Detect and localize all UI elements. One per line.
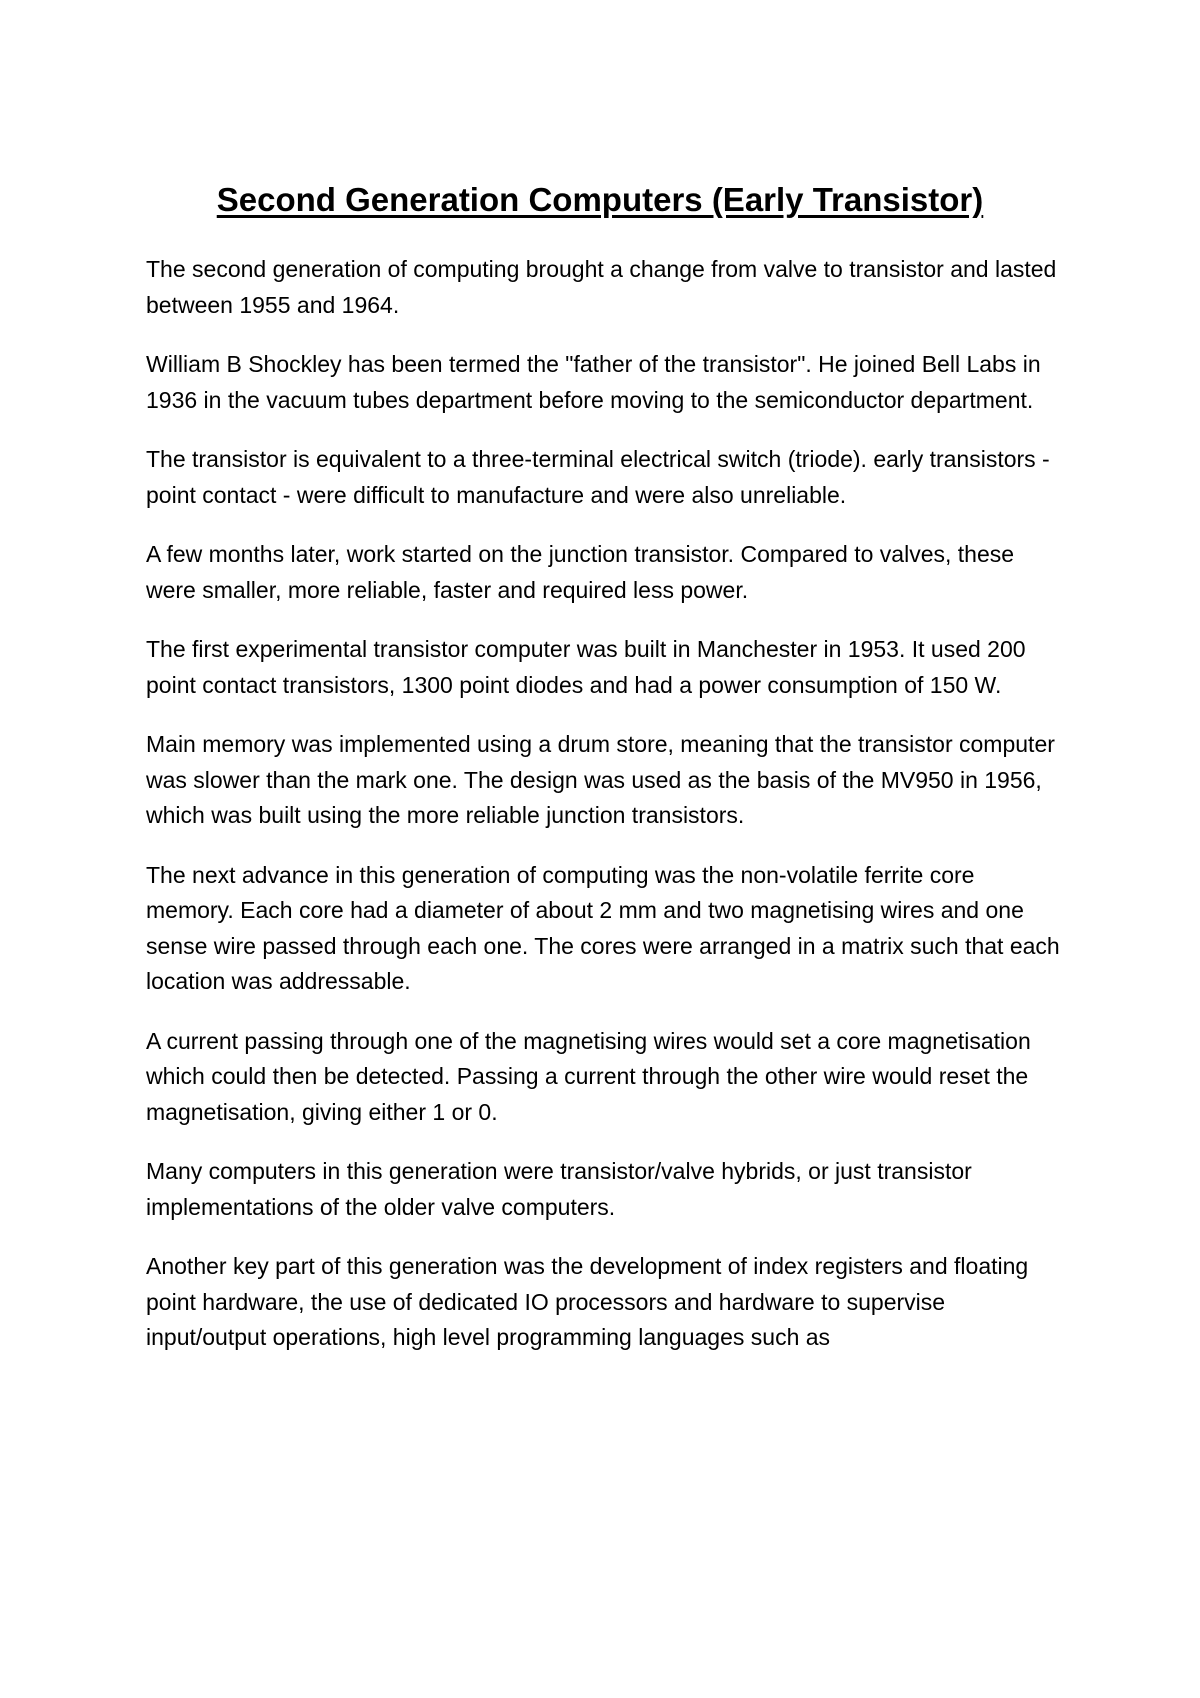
paragraph-6: Main memory was implemented using a drum store, meaning that the transistor computer was slower than the mark one. The design was used as the basis of the MV950 in 1956, which was built using the more reliable junction transistors. — [146, 731, 1055, 828]
paragraph-10: Another key part of this generation was the development of index registers and floating point hardware, the use of dedicated IO processors and hardware to supervise input/output operations, high level programming languages such as — [146, 1253, 1029, 1350]
paragraph-1: The second generation of computing brought a change from valve to transistor and lasted between 1955 and 1964. — [146, 256, 1057, 318]
paragraph-2: William B Shockley has been termed the "father of the transistor". He joined Bell Labs in 1936 in the vacuum tubes department before moving to the semiconductor department. — [146, 351, 1041, 413]
paragraph-5: The first experimental transistor computer was built in Manchester in 1953. It used 200 point contact transistors, 1300 point diodes and had a power consumption of 150 W. — [146, 636, 1026, 698]
paragraph-9: Many computers in this generation were transistor/valve hybrids, or just transistor implementations of the older valve computers. — [146, 1158, 972, 1220]
document-title: Second Generation Computers (Early Transistor) — [216, 181, 984, 218]
paragraph-8: A current passing through one of the magnetising wires would set a core magnetisation which could then be detected. Passing a current through the other wire would reset the magnetisation, giving either 1 or 0. — [146, 1027, 1031, 1125]
paragraph-3: The transistor is equivalent to a three-terminal electrical switch (triode). early transistors - point contact - were difficult to manufacture and were also unreliable. — [146, 446, 1050, 508]
document-body — [146, 252, 1066, 1380]
paragraph-7: The next advance in this generation of computing was the non-volatile ferrite core memory. Each core had a diameter of about 2 mm and two magnetising wires and one sense wire passed through each one. The cores were arranged in a matrix such that each location was addressable. — [146, 861, 1060, 994]
paragraph-4: A few months later, work started on the junction transistor. Compared to valves, these were smaller, more reliable, faster and required less power. — [146, 541, 1015, 603]
